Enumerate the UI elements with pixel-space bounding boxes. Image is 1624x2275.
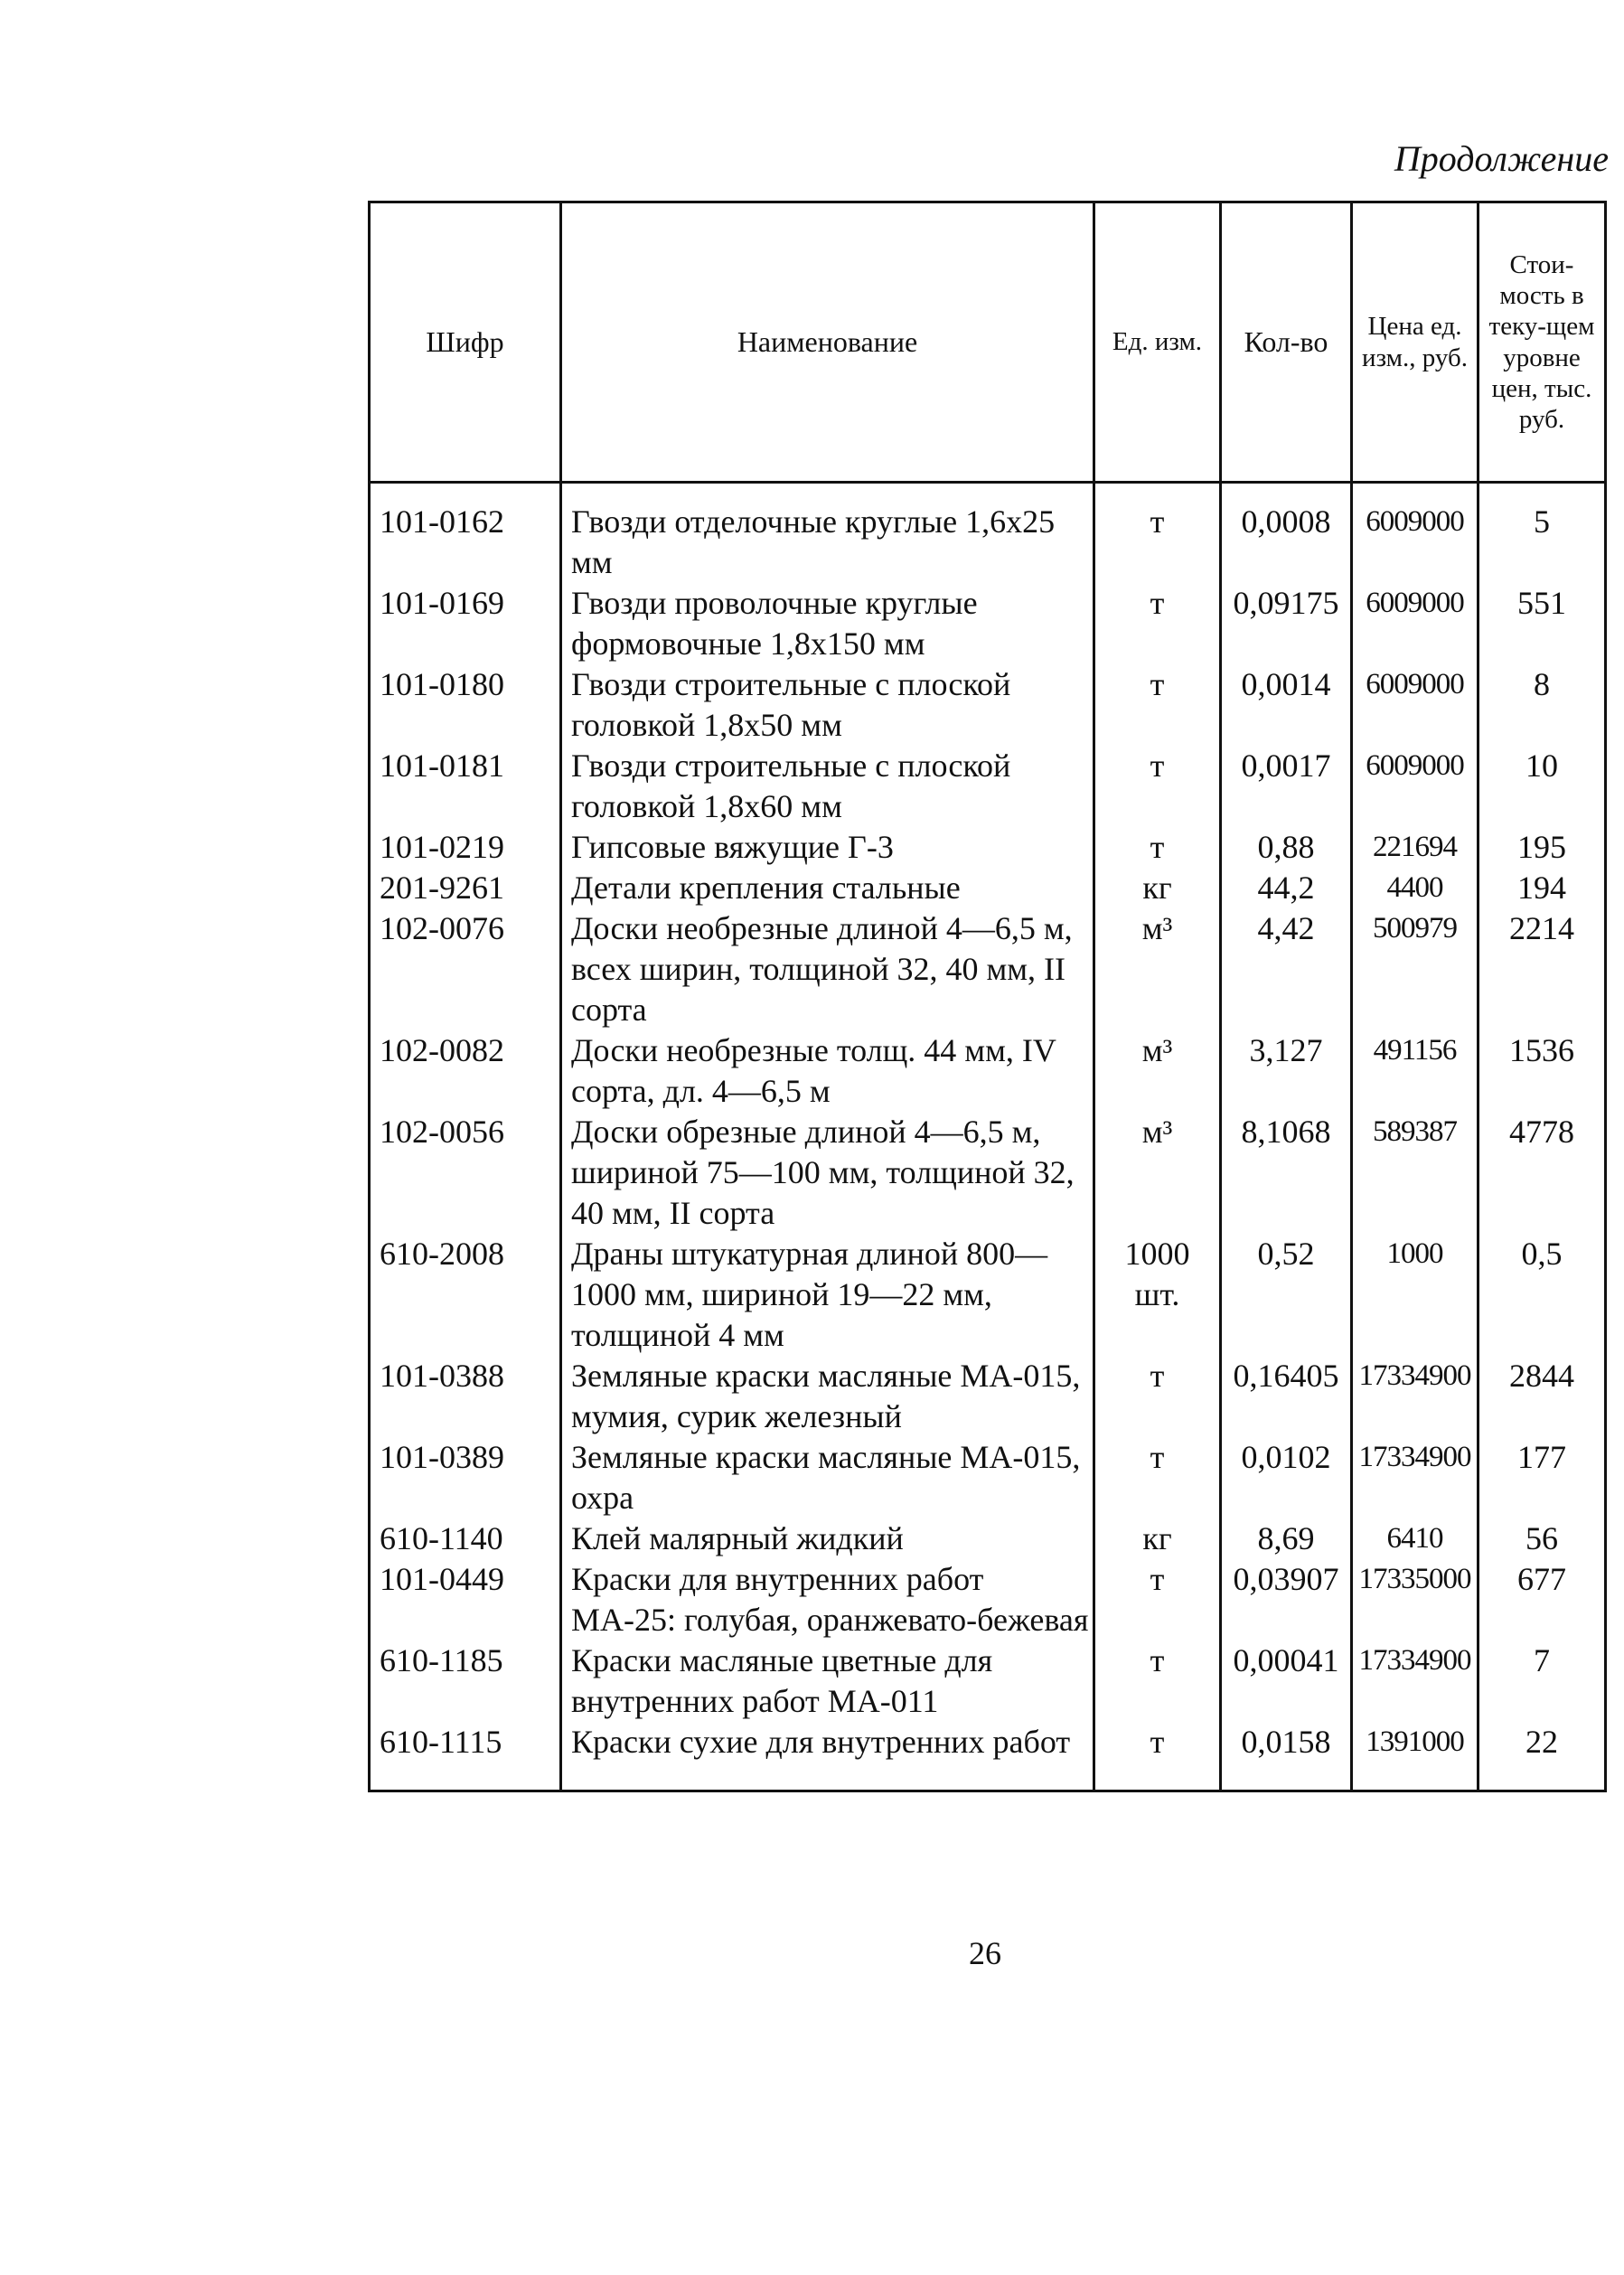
cell-cost: 2844 [1478,1356,1606,1437]
cell-cost: 2214 [1478,908,1606,1030]
cell-code: 101-0449 [370,1559,561,1640]
cell-qty: 0,00041 [1221,1640,1352,1722]
cell-cost: 10 [1478,746,1606,827]
cell-code: 102-0082 [370,1030,561,1112]
cell-cost: 677 [1478,1559,1606,1640]
cell-name: Гвозди проволочные круглые формовочные 1,8х150 мм [561,583,1094,664]
cell-cost: 7 [1478,1640,1606,1722]
cell-name: Земляные краски масляные МА-015, мумия, сурик железный [561,1356,1094,1437]
table-row [370,746,1606,827]
cell-unit: т [1094,746,1221,827]
cell-code: 101-0219 [370,827,561,868]
cell-cost: 4778 [1478,1112,1606,1234]
cell-qty: 0,0008 [1221,483,1352,584]
cell-unit: т [1094,664,1221,746]
cell-name: Гипсовые вяжущие Г-3 [561,827,1094,868]
cell-qty: 0,0158 [1221,1722,1352,1791]
cell-name: Краски для внутренних работ МА-25: голубая, оранжевато-бежевая [561,1559,1094,1640]
cell-unit: м³ [1094,1030,1221,1112]
cell-unit: 1000 шт. [1094,1234,1221,1356]
cell-code: 101-0180 [370,664,561,746]
cell-qty: 8,69 [1221,1518,1352,1559]
cell-qty: 4,42 [1221,908,1352,1030]
cell-unit: т [1094,1722,1221,1791]
cell-qty: 0,16405 [1221,1356,1352,1437]
cell-qty: 0,88 [1221,827,1352,868]
cell-price: 589387 [1352,1112,1478,1234]
table-row [370,1518,1606,1559]
cell-code: 101-0389 [370,1437,561,1518]
cell-price: 1000 [1352,1234,1478,1356]
column-header-cost: Стои-мость в теку-щем уровне цен, тыс. руб. [1478,202,1606,483]
cell-cost: 551 [1478,583,1606,664]
cell-cost: 8 [1478,664,1606,746]
cell-price: 221694 [1352,827,1478,868]
table-row [370,1722,1606,1791]
cell-qty: 8,1068 [1221,1112,1352,1234]
column-header-unit: Ед. изм. [1094,202,1221,483]
cell-qty: 0,09175 [1221,583,1352,664]
cell-code: 201-9261 [370,868,561,908]
cell-price: 17334900 [1352,1356,1478,1437]
table-row [370,483,1606,584]
cell-qty: 0,52 [1221,1234,1352,1356]
cell-unit: т [1094,583,1221,664]
cell-unit: т [1094,827,1221,868]
cell-code: 610-1140 [370,1518,561,1559]
cell-code: 610-1115 [370,1722,561,1791]
cell-code: 102-0056 [370,1112,561,1234]
cell-unit: т [1094,483,1221,584]
cell-qty: 0,03907 [1221,1559,1352,1640]
cell-price: 491156 [1352,1030,1478,1112]
cell-qty: 44,2 [1221,868,1352,908]
page-number: 26 [969,1935,1001,1971]
table-row [370,1640,1606,1722]
cell-name: Краски масляные цветные для внутренних работ МА-011 [561,1640,1094,1722]
cell-name: Доски необрезные толщ. 44 мм, IV сорта, дл. 4—6,5 м [561,1030,1094,1112]
cell-unit: т [1094,1437,1221,1518]
cell-price: 500979 [1352,908,1478,1030]
cell-price: 4400 [1352,868,1478,908]
cell-unit: т [1094,1640,1221,1722]
column-header-name: Наименование [561,202,1094,483]
cell-name: Краски сухие для внутренних работ [561,1722,1094,1791]
cell-cost: 22 [1478,1722,1606,1791]
table-row [370,583,1606,664]
cell-unit: м³ [1094,1112,1221,1234]
cell-cost: 5 [1478,483,1606,584]
table-row [370,1030,1606,1112]
table-row [370,1234,1606,1356]
table-row [370,1112,1606,1234]
cell-price: 6009000 [1352,583,1478,664]
cell-qty: 0,0014 [1221,664,1352,746]
cell-cost: 177 [1478,1437,1606,1518]
cell-unit: м³ [1094,908,1221,1030]
column-header-price: Цена ед. изм., руб. [1352,202,1478,483]
cell-price: 6009000 [1352,746,1478,827]
cell-qty: 0,0017 [1221,746,1352,827]
cell-code: 102-0076 [370,908,561,1030]
table-row [370,1559,1606,1640]
cell-unit: т [1094,1559,1221,1640]
cell-name: Драны штукатурная длиной 800—1000 мм, шириной 19—22 мм, толщиной 4 мм [561,1234,1094,1356]
materials-table [368,201,1607,1792]
cell-code: 610-1185 [370,1640,561,1722]
cell-price: 17334900 [1352,1640,1478,1722]
cell-cost: 1536 [1478,1030,1606,1112]
cell-code: 610-2008 [370,1234,561,1356]
column-header-code: Шифр [370,202,561,483]
table-row [370,1437,1606,1518]
cell-name: Земляные краски масляные МА-015, охра [561,1437,1094,1518]
cell-cost: 0,5 [1478,1234,1606,1356]
cell-price: 1391000 [1352,1722,1478,1791]
cell-cost: 194 [1478,868,1606,908]
cell-name: Гвозди строительные с плоской головкой 1,8х50 мм [561,664,1094,746]
cell-qty: 3,127 [1221,1030,1352,1112]
cell-price: 6009000 [1352,483,1478,584]
column-header-qty: Кол-во [1221,202,1352,483]
cell-name: Доски необрезные длиной 4—6,5 м, всех ширин, толщиной 32, 40 мм, II сорта [561,908,1094,1030]
cell-price: 17334900 [1352,1437,1478,1518]
table-row [370,827,1606,868]
cell-name: Детали крепления стальные [561,868,1094,908]
cell-name: Гвозди отделочные круглые 1,6х25 мм [561,483,1094,584]
cell-code: 101-0169 [370,583,561,664]
table-row [370,664,1606,746]
cell-cost: 56 [1478,1518,1606,1559]
cell-code: 101-0388 [370,1356,561,1437]
cell-name: Клей малярный жидкий [561,1518,1094,1559]
cell-name: Доски обрезные длиной 4—6,5 м, шириной 75—100 мм, толщиной 32, 40 мм, II сорта [561,1112,1094,1234]
cell-qty: 0,0102 [1221,1437,1352,1518]
cell-unit: кг [1094,1518,1221,1559]
table-header-row [370,202,1606,483]
cell-cost: 195 [1478,827,1606,868]
table-row [370,868,1606,908]
cell-price: 17335000 [1352,1559,1478,1640]
cell-code: 101-0181 [370,746,561,827]
table-row [370,1356,1606,1437]
cell-name: Гвозди строительные с плоской головкой 1,8х60 мм [561,746,1094,827]
cell-code: 101-0162 [370,483,561,584]
cell-unit: т [1094,1356,1221,1437]
cell-price: 6410 [1352,1518,1478,1559]
cell-price: 6009000 [1352,664,1478,746]
cell-unit: кг [1094,868,1221,908]
continuation-label: Продолжение [1394,138,1609,179]
table-row [370,908,1606,1030]
